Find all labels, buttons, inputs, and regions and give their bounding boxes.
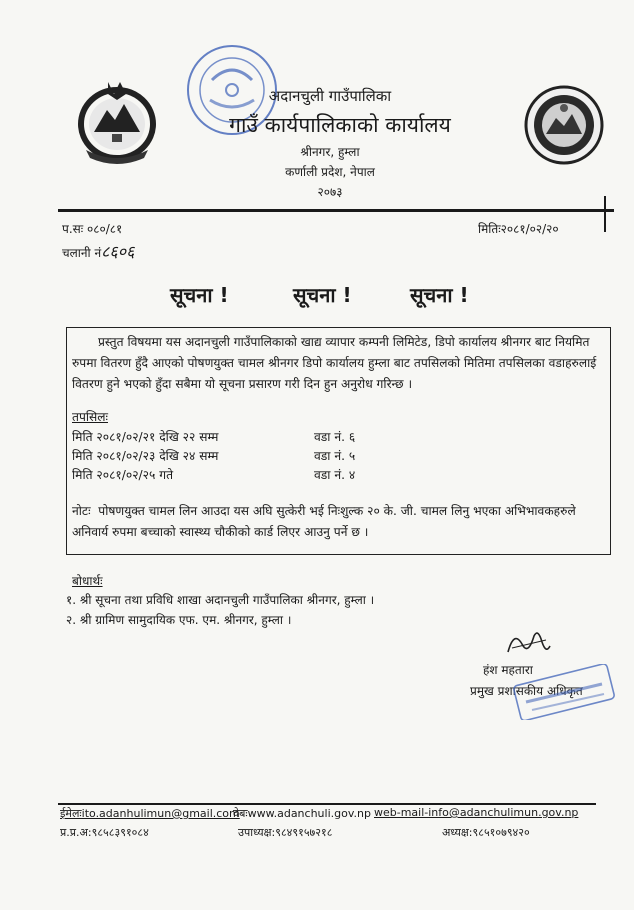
footer-website[interactable]: वेबःwww.adanchuli.gov.np [233,807,371,820]
schedule-ward-3: वडा नं. ४ [314,468,356,482]
cc-item-2: २. श्री ग्रामिण सामुदायिक एफ. एम. श्रीनगर, हुम्ला । [66,613,292,627]
schedule-ward-1: वडा नं. ६ [314,430,356,444]
address-line2: कर्णाली प्रदेश, नेपाल [285,165,375,179]
notice-title-3: सूचना ! [410,283,469,307]
cc-heading: बोधार्थः [72,574,103,588]
schedule-heading: तपसिलः [72,410,108,424]
notice-note: नोटः पोषणयुक्त चामल लिन आउदा यस अघि सुत्केरी भई निःशुल्क २० के. जी. चामल लिनु भएका अभिभावकहरुले अनिवार्य रुपमा बच्चाको स्वास्थ्य चौकीको कार्ड लिएर आउनु पर्ने छ । [72,504,576,539]
established-year: २०७३ [317,185,343,199]
footer-phone-chair: अध्यक्ष:९८५१०७९४२० [442,826,530,839]
notice-body: प्रस्तुत विषयमा यस अदानचुली गाउँपालिकाको खाद्य व्यापार कम्पनी लिमिटेड, डिपो कार्यालय श्रीनगर बाट नियमित रुपमा वितरण हुँदै आएको पोषणयुक्त चामल श्रीनगर डिपो कार्यालय हुम्ला बाट तपसिलको मितिमा तपसिलका वडाहरुलाई वितरण हुने भएको हुँदा सबैमा यो सूचना प्रसारण गरी दिन हुन अनुरोध गरिन्छ । [72,335,597,391]
footer-phone-chief: प्र.प्र.अ:९८५८३९१०८४ [60,826,149,839]
org-name: अदानचुली गाउँपालिका [268,87,392,105]
document-date: मितिः२०८१/०२/२० [478,222,559,236]
notice-title-1: सूचना ! [170,283,229,307]
header-divider [58,209,614,212]
schedule-date-3: मिति २०८१/०२/२५ गते [72,468,174,482]
signature-icon [502,626,552,660]
address-line1: श्रीनगर, हुम्ला [300,145,360,159]
signatory-name: हंश महतारा [483,663,533,677]
footer-divider [58,803,596,805]
official-seal-stamp-icon [510,664,620,720]
signatory-title: प्रमुख प्रशासकीय अधिकृत [470,684,583,698]
footer-phone-vice: उपाध्यक्ष:९८४९१५७२१८ [238,826,333,839]
dispatch-number: चलानी नं८६०६ [62,242,135,261]
reference-number: प.सः ०८०/८१ [62,222,123,236]
schedule-ward-2: वडा नं. ५ [314,449,356,463]
footer-webmail[interactable]: web-mail-info@adanchulimun.gov.np [374,806,579,819]
cc-item-1: १. श्री सूचना तथा प्रविधि शाखा अदानचुली गाउँपालिका श्रीनगर, हुम्ला । [66,593,375,607]
schedule-date-2: मिति २०८१/०२/२३ देखि २४ सम्म [72,449,219,463]
schedule-date-1: मिति २०८१/०२/२१ देखि २२ सम्म [72,430,219,444]
header-divider-tick [604,196,606,232]
footer-email[interactable]: ईमेलःito.adanhulimun@gmail.com [60,807,240,820]
municipality-logo-icon [524,84,604,166]
notice-title-2: सूचना ! [293,283,352,307]
nepal-emblem-icon [74,74,160,166]
office-name: गाउँ कार्यपालिकाको कार्यालय [229,113,451,137]
